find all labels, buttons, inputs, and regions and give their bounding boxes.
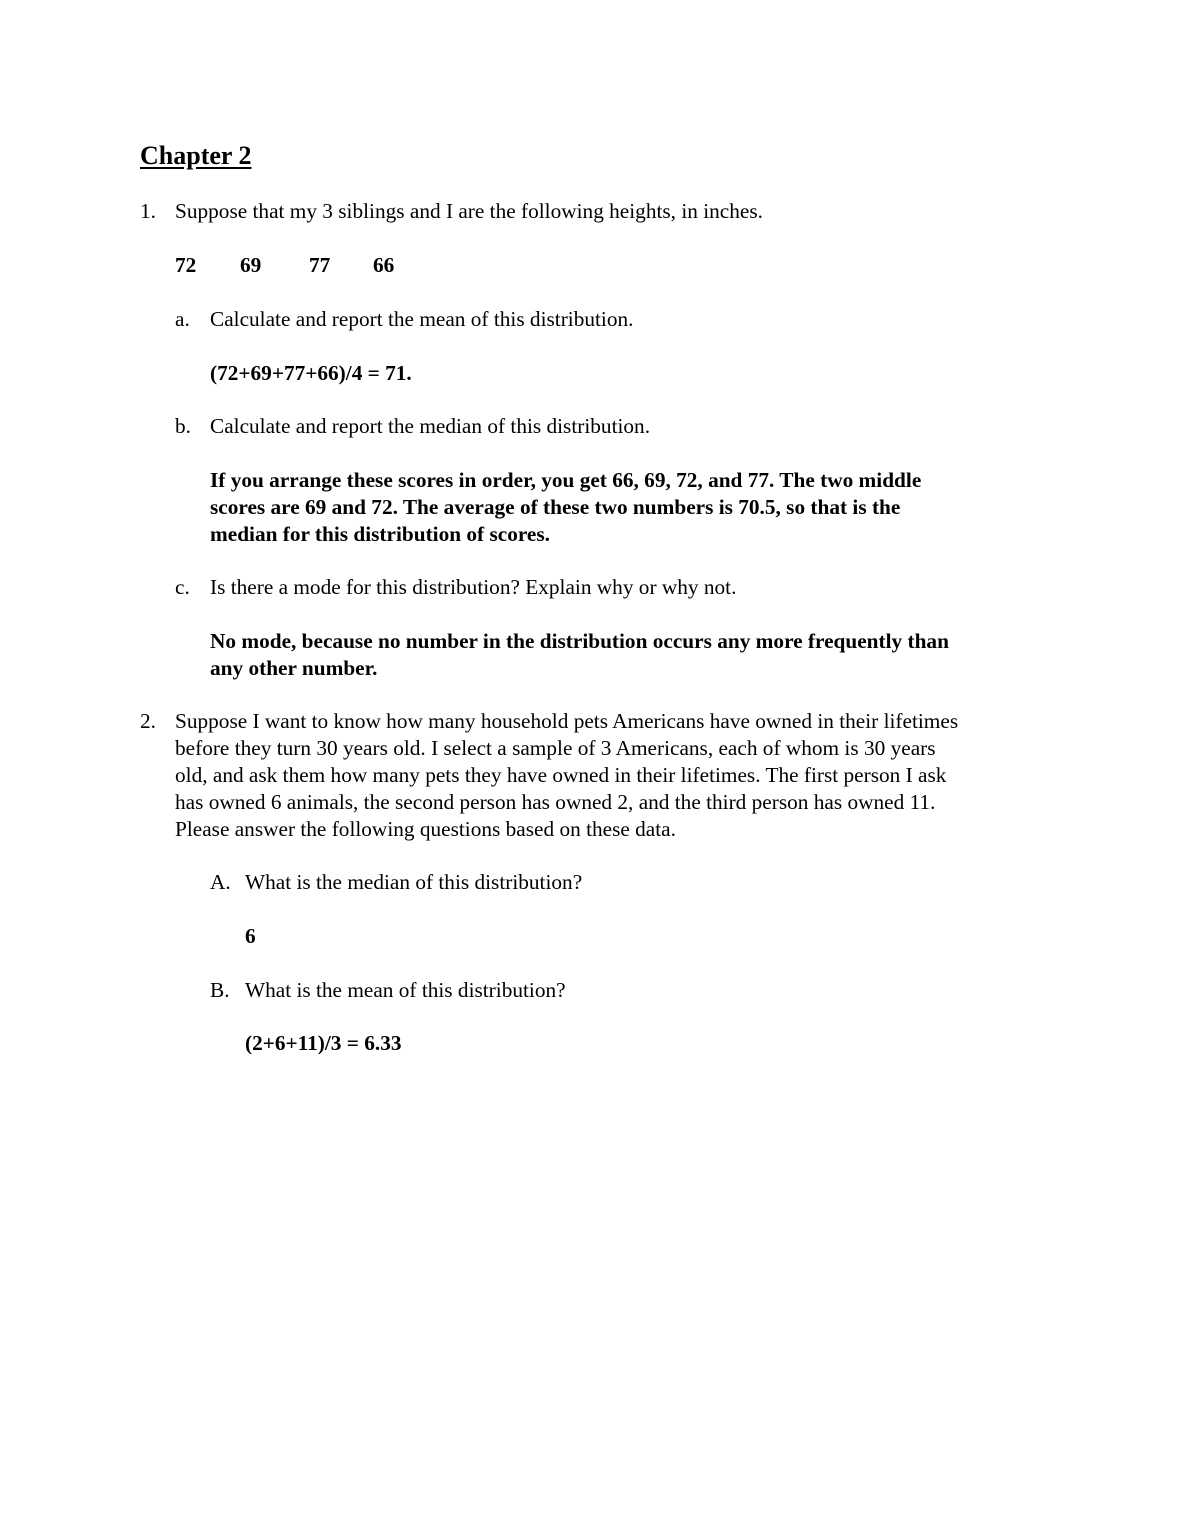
answer-line: If you arrange these scores in order, you get 66, 69, 72, and 77. The two middle [210,468,922,492]
height-value: 69 [240,253,262,277]
prompt-line: Please answer the following questions based on these data. [175,817,676,841]
answer-line: any other number. [210,656,378,680]
question-2a-letter: A. [210,870,231,894]
answer-line: No mode, because no number in the distribution occurs any more frequently than [210,629,949,653]
answer-1b [210,467,921,548]
question-2a-text: What is the median of this distribution? [245,870,583,894]
question-2b-text: What is the mean of this distribution? [245,978,566,1002]
question-1c-letter: c. [175,575,190,599]
answer-1c [210,628,949,682]
question-1c-text: Is there a mode for this distribution? Explain why or why not. [210,575,737,599]
question-1b-letter: b. [175,414,191,438]
height-value: 66 [373,253,395,277]
question-1a-letter: a. [175,307,190,331]
heights-list [175,252,475,279]
answer-line: median for this distribution of scores. [210,522,550,546]
prompt-line: before they turn 30 years old. I select a sample of 3 Americans, each of whom is 30 years [175,736,936,760]
height-value: 72 [175,253,197,277]
question-2-prompt [175,708,958,843]
answer-2b: (2+6+11)/3 = 6.33 [245,1031,402,1055]
question-1b-text: Calculate and report the median of this distribution. [210,414,651,438]
question-2-number: 2. [140,709,156,733]
question-1-number: 1. [140,199,156,223]
prompt-line: Suppose I want to know how many household pets Americans have owned in their lifetimes [175,709,959,733]
answer-1a: (72+69+77+66)/4 = 71. [210,361,412,385]
prompt-line: has owned 6 animals, the second person has owned 2, and the third person has owned 11. [175,790,936,814]
answer-line: scores are 69 and 72. The average of these two numbers is 70.5, so that is the [210,495,901,519]
chapter-title: Chapter 2 [140,141,252,170]
answer-2a: 6 [245,924,256,948]
question-2b-letter: B. [210,978,230,1002]
height-value: 77 [309,253,331,277]
question-1-prompt: Suppose that my 3 siblings and I are the following heights, in inches. [175,199,763,223]
prompt-line: old, and ask them how many pets they have owned in their lifetimes. The first person I ask [175,763,947,787]
question-1a-text: Calculate and report the mean of this distribution. [210,307,634,331]
